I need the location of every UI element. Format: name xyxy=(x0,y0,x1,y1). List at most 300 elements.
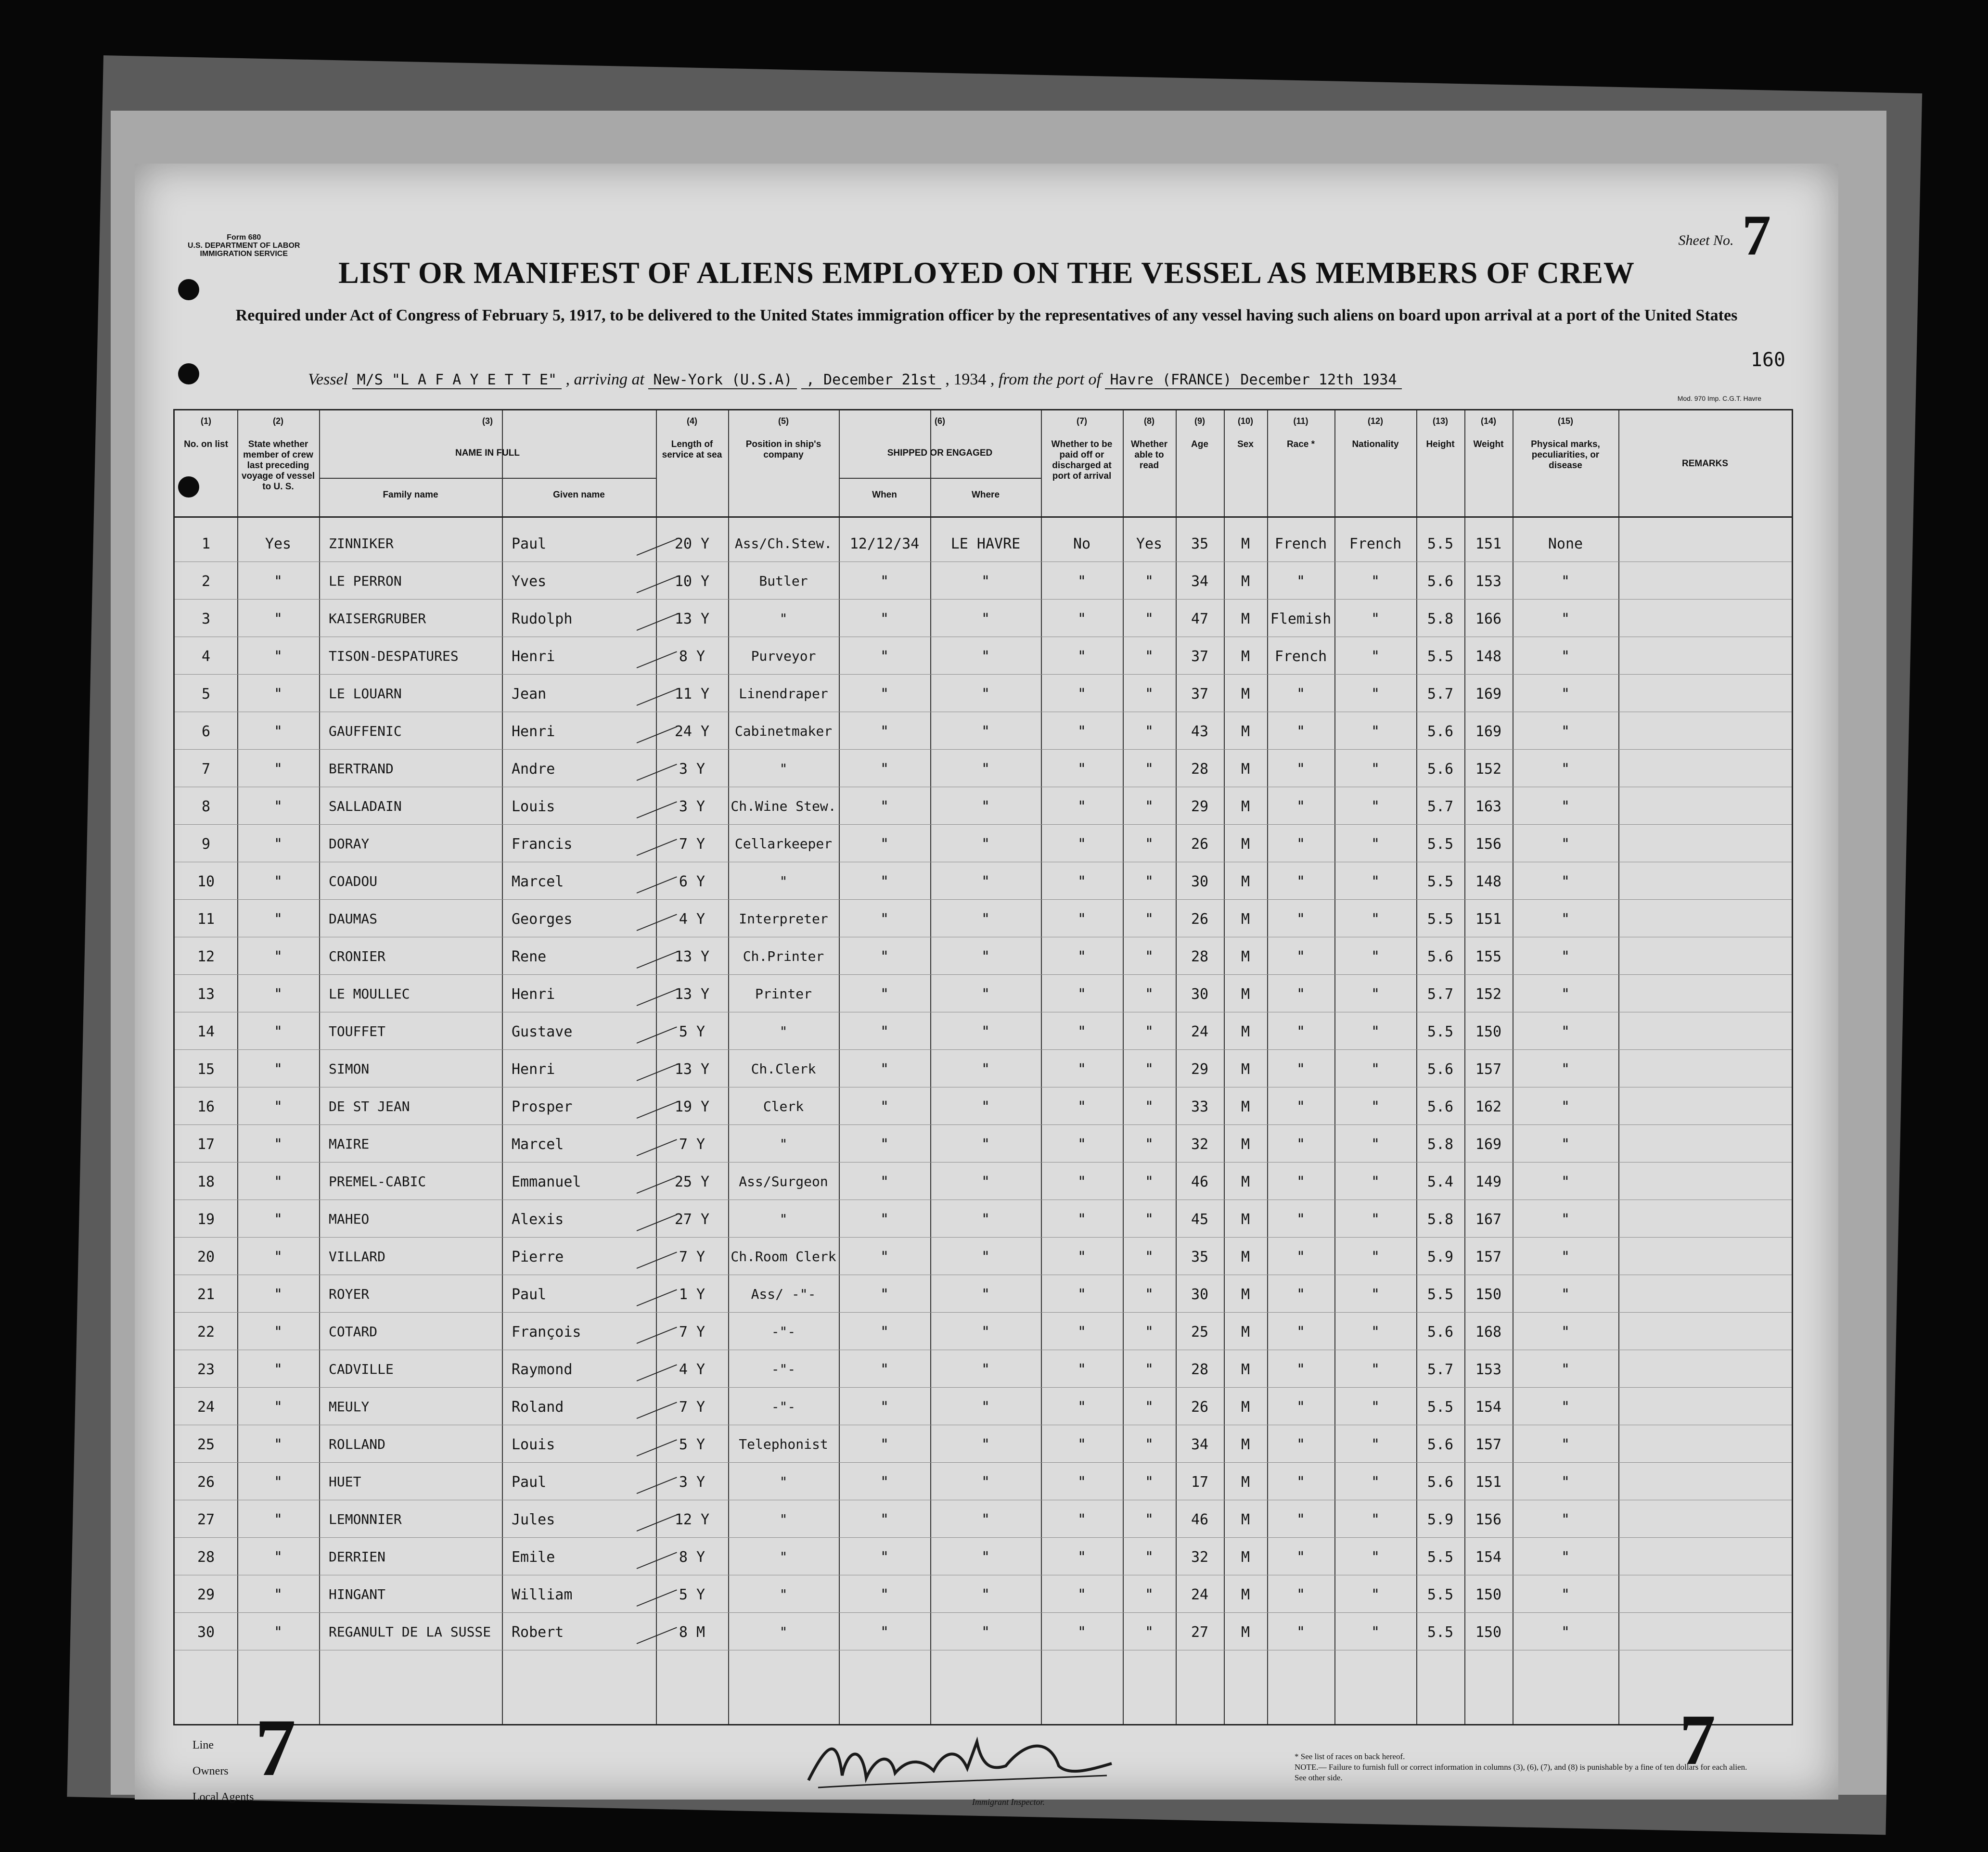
cell-position: Ch.Wine Stew. xyxy=(731,798,836,814)
cell-age: 28 xyxy=(1191,1361,1209,1378)
cell-position: Telephonist xyxy=(739,1436,828,1452)
cell-no: 2 xyxy=(201,573,211,590)
arriving-label: , arriving at xyxy=(565,370,644,388)
column-header-col3: NAME IN FULL xyxy=(455,448,520,458)
cell-when: " xyxy=(880,873,889,890)
cell-read: " xyxy=(1144,1211,1154,1228)
cell-family: CADVILLE xyxy=(329,1361,394,1377)
cell-no: 6 xyxy=(201,723,211,740)
cell-race: Flemish xyxy=(1270,611,1332,627)
cell-age: 35 xyxy=(1191,536,1209,552)
cell-weight: 162 xyxy=(1475,1098,1502,1115)
cell-position: Ch.Printer xyxy=(743,948,824,964)
cell-paid: " xyxy=(1077,1249,1087,1265)
cell-where: " xyxy=(981,1286,990,1303)
cell-position: Ass/ -"- xyxy=(751,1286,816,1302)
from-port-label: , from the port of xyxy=(990,370,1101,388)
cell-weight: 150 xyxy=(1475,1586,1502,1603)
cell-read: " xyxy=(1144,1061,1154,1078)
cell-nat: " xyxy=(1371,761,1380,778)
manifest-page xyxy=(135,164,1838,1807)
cell-where: " xyxy=(981,686,990,702)
cell-given: Andre xyxy=(512,761,555,778)
column-number-col12: (12) xyxy=(1367,416,1383,426)
cell-nat: " xyxy=(1371,1511,1380,1528)
cell-sex: M xyxy=(1241,836,1250,853)
cell-paid: " xyxy=(1077,1023,1087,1040)
cell-age: 32 xyxy=(1191,1549,1209,1566)
cell-race: " xyxy=(1296,723,1306,740)
cell-service: 5 Y xyxy=(679,1436,705,1453)
table-row xyxy=(175,1582,1792,1619)
cell-when: " xyxy=(880,1098,889,1115)
cell-height: 5.6 xyxy=(1427,1324,1454,1341)
cell-height: 5.6 xyxy=(1427,761,1454,778)
cell-prev: " xyxy=(273,1549,283,1566)
cell-family: ZINNIKER xyxy=(329,536,394,551)
cell-sex: M xyxy=(1241,798,1250,815)
cell-service: 7 Y xyxy=(679,836,705,853)
cell-when: " xyxy=(880,1586,889,1603)
cell-height: 5.9 xyxy=(1427,1511,1454,1528)
cell-height: 5.6 xyxy=(1427,1061,1454,1078)
cell-nat: " xyxy=(1371,1174,1380,1190)
cell-weight: 149 xyxy=(1475,1174,1502,1190)
cell-marks: " xyxy=(1561,1286,1570,1303)
cell-given: Alexis xyxy=(512,1211,564,1228)
cell-given: Henri xyxy=(512,1061,555,1078)
column-header-col1: No. on list xyxy=(184,439,228,449)
cell-no: 29 xyxy=(197,1586,215,1603)
table-row xyxy=(175,718,1792,756)
column-header-col11: Race * xyxy=(1286,439,1315,449)
cell-marks: " xyxy=(1561,611,1570,627)
cell-given: François xyxy=(512,1324,581,1341)
cell-weight: 150 xyxy=(1475,1624,1502,1641)
cell-race: " xyxy=(1296,911,1306,928)
cell-paid: " xyxy=(1077,1286,1087,1303)
table-row xyxy=(175,1394,1792,1431)
cell-sex: M xyxy=(1241,1474,1250,1491)
cell-weight: 155 xyxy=(1475,948,1502,965)
cell-height: 5.4 xyxy=(1427,1174,1454,1190)
cell-race: " xyxy=(1296,986,1306,1003)
cell-nat: " xyxy=(1371,723,1380,740)
cell-nat: " xyxy=(1371,1023,1380,1040)
cell-paid: No xyxy=(1073,536,1091,552)
column-header-col10: Sex xyxy=(1237,439,1254,449)
table-row xyxy=(175,1169,1792,1206)
column-number-col1: (1) xyxy=(201,416,211,426)
cell-position: " xyxy=(779,873,788,889)
column-header-col6: SHIPPED OR ENGAGED xyxy=(887,448,993,458)
table-row xyxy=(175,1544,1792,1582)
cell-nat: " xyxy=(1371,986,1380,1003)
cell-sex: M xyxy=(1241,723,1250,740)
cell-prev: " xyxy=(273,761,283,778)
cell-nat: " xyxy=(1371,948,1380,965)
cell-given: Paul xyxy=(512,1474,547,1491)
cell-read: " xyxy=(1144,873,1154,890)
cell-where: " xyxy=(981,573,990,590)
cell-given: Marcel xyxy=(512,873,564,890)
cell-sex: M xyxy=(1241,1399,1250,1416)
cell-height: 5.7 xyxy=(1427,986,1454,1003)
cell-height: 5.5 xyxy=(1427,873,1454,890)
cell-where: " xyxy=(981,1586,990,1603)
cell-height: 5.6 xyxy=(1427,1474,1454,1491)
cell-read: " xyxy=(1144,761,1154,778)
cell-when: " xyxy=(880,836,889,853)
inspector-signature xyxy=(799,1723,1126,1800)
cell-family: ROLLAND xyxy=(329,1436,386,1452)
form-dept: U.S. DEPARTMENT OF LABOR xyxy=(188,242,300,250)
cell-marks: " xyxy=(1561,686,1570,702)
cell-when: " xyxy=(880,611,889,627)
cell-service: 13 Y xyxy=(674,986,710,1003)
cell-no: 13 xyxy=(197,986,215,1003)
cell-read: " xyxy=(1144,986,1154,1003)
cell-no: 19 xyxy=(197,1211,215,1228)
cell-height: 5.5 xyxy=(1427,648,1454,665)
cell-nat: " xyxy=(1371,1136,1380,1153)
cell-height: 5.6 xyxy=(1427,1098,1454,1115)
cell-no: 7 xyxy=(201,761,211,778)
cell-family: REGANULT DE LA SUSSE xyxy=(329,1624,491,1640)
cell-position: Clerk xyxy=(763,1098,804,1114)
cell-age: 37 xyxy=(1191,648,1209,665)
cell-when: " xyxy=(880,686,889,702)
cell-no: 4 xyxy=(201,648,211,665)
cell-race: " xyxy=(1296,1324,1306,1341)
cell-given: Prosper xyxy=(512,1098,573,1115)
races-note: * See list of races on back hereof. xyxy=(1295,1752,1405,1761)
cell-given: Roland xyxy=(512,1399,564,1416)
cell-where: " xyxy=(981,873,990,890)
remarks-header: REMARKS xyxy=(1681,459,1729,469)
cell-race: " xyxy=(1296,1399,1306,1416)
cell-prev: " xyxy=(273,1436,283,1453)
cell-when: " xyxy=(880,1023,889,1040)
cell-where: " xyxy=(981,1023,990,1040)
cell-marks: " xyxy=(1561,761,1570,778)
cell-where: " xyxy=(981,761,990,778)
table-row xyxy=(175,1431,1792,1469)
cell-height: 5.7 xyxy=(1427,798,1454,815)
table-row xyxy=(175,1319,1792,1356)
arrival-year: , 1934 xyxy=(945,370,987,388)
table-row xyxy=(175,1056,1792,1094)
line-label: Line xyxy=(192,1739,214,1751)
cell-where: " xyxy=(981,1324,990,1341)
cell-prev: " xyxy=(273,1474,283,1491)
cell-sex: M xyxy=(1241,1136,1250,1153)
cell-position: Cabinetmaker xyxy=(734,723,833,739)
cell-age: 32 xyxy=(1191,1136,1209,1153)
cell-sex: M xyxy=(1241,1549,1250,1566)
cell-weight: 148 xyxy=(1475,648,1502,665)
subheader-rule xyxy=(839,478,1041,479)
cell-read: " xyxy=(1144,1549,1154,1566)
cell-position: " xyxy=(779,1136,788,1152)
cell-age: 26 xyxy=(1191,836,1209,853)
cell-height: 5.5 xyxy=(1427,536,1454,552)
cell-height: 5.6 xyxy=(1427,1436,1454,1453)
cell-family: PREMEL-CABIC xyxy=(329,1174,426,1189)
cell-family: CRONIER xyxy=(329,948,386,964)
cell-service: 11 Y xyxy=(674,686,710,702)
cell-given: Robert xyxy=(512,1624,564,1641)
cell-service: 7 Y xyxy=(679,1136,705,1153)
cell-family: SALLADAIN xyxy=(329,798,402,814)
cell-race: " xyxy=(1296,836,1306,853)
cell-age: 29 xyxy=(1191,1061,1209,1078)
cell-age: 29 xyxy=(1191,798,1209,815)
cell-prev: " xyxy=(273,948,283,965)
table-row xyxy=(175,1356,1792,1394)
cell-when: " xyxy=(880,648,889,665)
cell-given: Jean xyxy=(512,686,547,702)
cell-sex: M xyxy=(1241,536,1250,552)
cell-marks: " xyxy=(1561,648,1570,665)
cell-given: Yves xyxy=(512,573,547,590)
table-row xyxy=(175,643,1792,681)
cell-nat: " xyxy=(1371,1211,1380,1228)
cell-marks: " xyxy=(1561,1436,1570,1453)
cell-where: " xyxy=(981,1136,990,1153)
cell-read: " xyxy=(1144,911,1154,928)
cell-no: 9 xyxy=(201,836,211,853)
cell-weight: 163 xyxy=(1475,798,1502,815)
cell-nat: " xyxy=(1371,573,1380,590)
table-row xyxy=(175,1469,1792,1507)
cell-no: 20 xyxy=(197,1249,215,1265)
given-name-header: Given name xyxy=(553,490,605,500)
cell-service: 19 Y xyxy=(674,1098,710,1115)
cell-no: 30 xyxy=(197,1624,215,1641)
cell-weight: 168 xyxy=(1475,1324,1502,1341)
cell-no: 12 xyxy=(197,948,215,965)
cell-service: 7 Y xyxy=(679,1399,705,1416)
right-sheet-number: 7 xyxy=(1680,1700,1716,1780)
cell-marks: " xyxy=(1561,1211,1570,1228)
cell-when: " xyxy=(880,986,889,1003)
cell-race: " xyxy=(1296,1098,1306,1115)
cell-when: " xyxy=(880,723,889,740)
cell-prev: " xyxy=(273,1399,283,1416)
cell-sex: M xyxy=(1241,1061,1250,1078)
cell-family: GAUFFENIC xyxy=(329,723,402,739)
cell-read: " xyxy=(1144,1249,1154,1265)
cell-prev: " xyxy=(273,1249,283,1265)
cell-nat: " xyxy=(1371,1286,1380,1303)
cell-given: Paul xyxy=(512,536,547,552)
table-row xyxy=(175,1244,1792,1281)
cell-paid: " xyxy=(1077,1136,1087,1153)
cell-prev: " xyxy=(273,873,283,890)
cell-paid: " xyxy=(1077,573,1087,590)
cell-age: 28 xyxy=(1191,948,1209,965)
cell-height: 5.9 xyxy=(1427,1249,1454,1265)
cell-where: " xyxy=(981,1174,990,1190)
cell-service: 8 Y xyxy=(679,648,705,665)
cell-when: " xyxy=(880,1211,889,1228)
penalty-note: NOTE.— Failure to furnish full or correct information in columns (3), (6), (7), and (8) is punishable by a fine of ten dollars for each alien. See other side. xyxy=(1295,1763,1747,1782)
cell-age: 30 xyxy=(1191,1286,1209,1303)
cell-weight: 150 xyxy=(1475,1286,1502,1303)
cell-nat: " xyxy=(1371,611,1380,627)
cell-family: LE MOULLEC xyxy=(329,986,410,1002)
cell-marks: " xyxy=(1561,798,1570,815)
table-row xyxy=(175,681,1792,718)
cell-nat: " xyxy=(1371,873,1380,890)
cell-given: Emile xyxy=(512,1549,555,1566)
cell-marks: " xyxy=(1561,723,1570,740)
cell-service: 1 Y xyxy=(679,1286,705,1303)
cell-paid: " xyxy=(1077,911,1087,928)
cell-family: TISON-DESPATURES xyxy=(329,648,459,664)
cell-given: Henri xyxy=(512,986,555,1003)
cell-prev: " xyxy=(273,611,283,627)
column-header-col15: Physical marks, peculiarities, or disease xyxy=(1531,439,1600,471)
cell-read: " xyxy=(1144,1023,1154,1040)
cell-no: 16 xyxy=(197,1098,215,1115)
cell-read: " xyxy=(1144,686,1154,702)
cell-paid: " xyxy=(1077,1511,1087,1528)
cell-marks: " xyxy=(1561,1098,1570,1115)
shipped-when-header: When xyxy=(872,490,897,500)
cell-where: " xyxy=(981,1061,990,1078)
column-number-col8: (8) xyxy=(1144,416,1154,426)
cell-no: 8 xyxy=(201,798,211,815)
cell-service: 13 Y xyxy=(674,611,710,627)
column-header-col9: Age xyxy=(1191,439,1208,449)
cell-sex: M xyxy=(1241,1361,1250,1378)
cell-given: Louis xyxy=(512,1436,555,1453)
cell-when: " xyxy=(880,1249,889,1265)
cell-age: 43 xyxy=(1191,723,1209,740)
cell-family: VILLARD xyxy=(329,1249,386,1264)
cell-where: " xyxy=(981,1511,990,1528)
cell-service: 13 Y xyxy=(674,948,710,965)
cell-sex: M xyxy=(1241,986,1250,1003)
cell-where: " xyxy=(981,1249,990,1265)
cell-weight: 166 xyxy=(1475,611,1502,627)
table-row xyxy=(175,1019,1792,1056)
column-number-col4: (4) xyxy=(687,416,697,426)
cell-family: LE PERRON xyxy=(329,573,402,589)
cell-family: DERRIEN xyxy=(329,1549,386,1565)
cell-family: TOUFFET xyxy=(329,1023,386,1039)
cell-race: " xyxy=(1296,1023,1306,1040)
cell-sex: M xyxy=(1241,573,1250,590)
cell-weight: 152 xyxy=(1475,986,1502,1003)
cell-where: " xyxy=(981,1436,990,1453)
cell-paid: " xyxy=(1077,1174,1087,1190)
cell-when: " xyxy=(880,1324,889,1341)
departure-port: Havre (FRANCE) December 12th 1934 xyxy=(1105,371,1401,389)
footer-note xyxy=(1295,1751,1752,1783)
cell-race: " xyxy=(1296,1361,1306,1378)
cell-weight: 156 xyxy=(1475,1511,1502,1528)
cell-paid: " xyxy=(1077,948,1087,965)
footer-labels xyxy=(192,1732,254,1810)
cell-nat: " xyxy=(1371,1474,1380,1491)
cell-service: 8 Y xyxy=(679,1549,705,1566)
cell-race: " xyxy=(1296,1624,1306,1641)
cell-where: " xyxy=(981,648,990,665)
column-number-col10: (10) xyxy=(1237,416,1253,426)
cell-no: 11 xyxy=(197,911,215,928)
form-number: Form 680 xyxy=(227,233,261,242)
cell-paid: " xyxy=(1077,686,1087,702)
cell-sex: M xyxy=(1241,1436,1250,1453)
cell-sex: M xyxy=(1241,611,1250,627)
cell-nat: " xyxy=(1371,836,1380,853)
cell-given: Gustave xyxy=(512,1023,573,1040)
cell-where: " xyxy=(981,1211,990,1228)
cell-read: " xyxy=(1144,1586,1154,1603)
cell-age: 34 xyxy=(1191,573,1209,590)
table-row xyxy=(175,1619,1792,1657)
cell-race: " xyxy=(1296,1436,1306,1453)
cell-read: " xyxy=(1144,573,1154,590)
cell-weight: 153 xyxy=(1475,573,1502,590)
cell-when: " xyxy=(880,1549,889,1566)
signature-underline xyxy=(818,1775,1107,1788)
cell-weight: 156 xyxy=(1475,836,1502,853)
cell-height: 5.5 xyxy=(1427,836,1454,853)
cell-sex: M xyxy=(1241,948,1250,965)
form-service: IMMIGRATION SERVICE xyxy=(200,250,288,258)
cell-given: Georges xyxy=(512,911,573,928)
sheet-label: Sheet No. xyxy=(1678,232,1734,248)
cell-read: " xyxy=(1144,798,1154,815)
cell-age: 26 xyxy=(1191,1399,1209,1416)
cell-nat: " xyxy=(1371,1399,1380,1416)
shipped-where-header: Where xyxy=(971,490,1000,500)
cell-prev: " xyxy=(273,1174,283,1190)
cell-where: " xyxy=(981,611,990,627)
cell-nat: " xyxy=(1371,798,1380,815)
cell-paid: " xyxy=(1077,798,1087,815)
cell-sex: M xyxy=(1241,1511,1250,1528)
cell-read: " xyxy=(1144,1286,1154,1303)
cell-family: MAIRE xyxy=(329,1136,370,1152)
cell-sex: M xyxy=(1241,1624,1250,1641)
cell-family: HUET xyxy=(329,1474,361,1490)
cell-paid: " xyxy=(1077,1361,1087,1378)
side-number: 160 xyxy=(1750,349,1785,371)
cell-position: Purveyor xyxy=(751,648,816,664)
cell-family: DAUMAS xyxy=(329,911,378,927)
cell-position: " xyxy=(779,1624,788,1640)
vessel-label: Vessel xyxy=(308,370,348,388)
cell-when: " xyxy=(880,1624,889,1641)
cell-position: -"- xyxy=(771,1361,796,1377)
cell-age: 28 xyxy=(1191,761,1209,778)
cell-when: " xyxy=(880,1174,889,1190)
manifest-table xyxy=(173,409,1793,1725)
cell-nat: " xyxy=(1371,1361,1380,1378)
cell-paid: " xyxy=(1077,1474,1087,1491)
table-row xyxy=(175,531,1792,568)
table-row xyxy=(175,906,1792,944)
cell-sex: M xyxy=(1241,686,1250,702)
cell-sex: M xyxy=(1241,1286,1250,1303)
cell-given: Jules xyxy=(512,1511,555,1528)
cell-weight: 154 xyxy=(1475,1549,1502,1566)
